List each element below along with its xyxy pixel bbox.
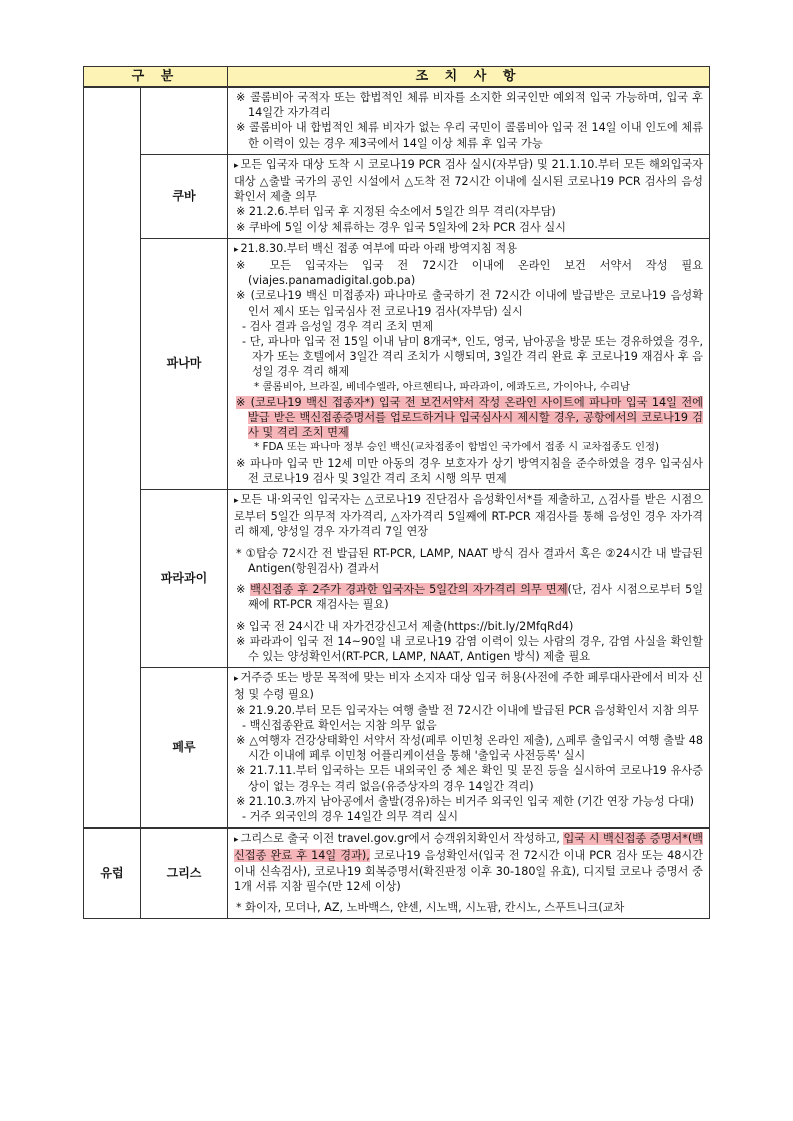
note-line: ※ (코로나19 백신 미접종자) 파나마로 출국하기 전 72시간 이내에 발급받은 코로나19 음성확인서 제시 또는 입국심사 전 코로나19 검사(자부담) 실시 <box>236 289 703 318</box>
note-line: ※ 파나마 입국 만 12세 미만 아동의 경우 보호자가 상기 방역지침을 준수하였을 경우 입국심사 전 코로나19 검사 및 3일간 격리 조치 시행 의무 면제 <box>236 456 703 485</box>
country-cell-colombia <box>141 87 228 154</box>
note-line: ※ 21.7.11.부터 입국하는 모든 내외국인 중 체온 확인 및 문진 등을 실시하여 코로나19 유사증상이 없는 경우는 격리 없음(유증상자의 경우 14일간 격리) <box>236 764 703 793</box>
note-line: ※ 입국 전 24시간 내 자가건강신고서 제출(https://bit.ly/2MfqRd4) <box>236 619 574 633</box>
country-name-greece: 그리스 <box>141 828 228 919</box>
region-name-europe: 유럽 <box>84 828 141 919</box>
dash-line: - 백신접종완료 확인서는 지참 의무 없음 <box>242 718 437 732</box>
measures-cell-greece <box>228 828 710 919</box>
table-row <box>84 828 710 919</box>
note-text: (단, 검사 시점으로부터 5일째에 RT-PCR 재검사는 필요) <box>248 583 704 612</box>
country-name-panama: 파나마 <box>141 238 228 489</box>
table-row <box>84 154 710 238</box>
footnote-line: * ①탑승 72시간 전 발급된 RT-PCR, LAMP, NAAT 방식 검사 결과서 혹은 ②24시간 내 발급된 Antigen(항원검사) 결과서 <box>236 546 703 575</box>
highlighted-text: 백신접종 후 2주가 경과한 입국자는 5일간의 자가격리 의무 면제 <box>250 583 568 597</box>
note-line <box>234 395 703 441</box>
highlighted-text: ※ (코로나19 백신 접종자*) 입국 전 보건서약서 작성 온라인 사이트에 파나마 입국 14일 전에 발급 받은 백신접종증명서를 업로드하거나 입국심사시 제시할 경우, 공항에서의 코로나19 검사 및 격리 조치 면제 <box>236 395 703 440</box>
dash-line: - 거주 외국인의 경우 14일간 의무 격리 실시 <box>242 809 459 823</box>
footnote-line: * 콜롬비아, 브라질, 베네수엘라, 아르헨티나, 파라과이, 에콰도르, 가이아나, 수리남 <box>254 380 630 393</box>
main-line <box>234 831 703 894</box>
text-part: 코로나19 음성확인서(입국 전 72시간 이내 PCR 검사 또는 48시간 이내 신속검사), 코로나19 회복증명서(확진판정 이후 30-180일 유효), 디지털 코로나 증명서 중 1개 서류 지참 필수(만 12세 이상) <box>234 849 703 893</box>
note-line: ※ 파라과이 입국 전 14~90일 내 코로나19 감염 이력이 있는 사람의 경우, 감염 사실을 확인할 수 있는 양성확인서(RT-PCR, LAMP, NAAT, Antigen 방식) 제출 필요 <box>236 634 703 663</box>
text-part: 그리스로 출국 이전 travel.gov.gr에서 승객위치확인서 작성하고, <box>240 832 564 846</box>
highlighted-text: 입국 시 백신접종 증명서*(백신접종 완료 후 14일 경과), <box>234 832 703 863</box>
note-line: ※ 모든 입국자는 입국 전 72시간 이내에 온라인 보건 서약서 작성 필요 (viajes.panamadigital.gob.pa) <box>236 259 703 288</box>
measures-cell-peru <box>228 668 710 829</box>
footnote-line: * FDA 또는 파나마 정부 승인 백신(교차접종이 합법인 국가에서 접종 시 교차접종도 인정) <box>254 441 660 454</box>
note-line: ※ △여행자 건강상태확인 서약서 작성(페루 이민청 온라인 제출), △페루 출입국시 여행 출발 48시간 이내에 페루 이민청 어플리케이션을 통해 '출입국 사전등록' 실시 <box>236 733 703 763</box>
note-line <box>234 582 703 612</box>
measures-cell-panama <box>228 238 710 489</box>
measures-cell-paraguay <box>228 490 710 668</box>
header-measures: 조 치 사 항 <box>228 67 710 88</box>
note-line: ※ 21.9.20.부터 모든 입국자는 여행 출발 전 72시간 이내에 발급된 PCR 음성확인서 지참 의무 <box>236 703 699 717</box>
measures-cell-cuba <box>228 154 710 238</box>
country-name-peru: 페루 <box>141 668 228 829</box>
dash-line: - 검사 결과 음성일 경우 격리 조치 면제 <box>242 319 434 333</box>
measures-table <box>83 66 710 919</box>
main-line: ▸ 모든 내·외국인 입국자는 △코로나19 진단검사 음성확인서*를 제출하고, △검사를 받은 시점으로부터 5일간 의무적 자가격리, △자가격리 5일째에 RT-PCR 재검사를 통해 음성인 경우 자가격리 해제, 양성일 경우 자가격리 7일 연장 <box>234 492 703 540</box>
country-name-cuba: 쿠바 <box>141 154 228 238</box>
table-row <box>84 238 710 489</box>
note-line: ※ 콜롬비아 내 합법적인 체류 비자가 없는 우리 국민이 콜롬비아 입국 전 14일 이내 인도에 체류한 이력이 있는 경우 제3국에서 14일 이상 체류 후 입국 가능 <box>236 121 703 150</box>
main-line: ▸ 21.8.30.부터 백신 접종 여부에 따라 아래 방역지침 적용 <box>234 241 703 258</box>
header-category: 구 분 <box>84 67 228 88</box>
note-line: ※ 콜롬비아 국적자 또는 합법적인 체류 비자를 소지한 외국인만 예외적 입국 가능하며, 입국 후 14일간 자가격리 <box>236 91 703 120</box>
note-mark: ※ <box>236 583 251 597</box>
note-line: ※ 21.2.6.부터 입국 후 지정된 숙소에서 5일간 의무 격리(자부담) <box>236 205 556 219</box>
main-line: ▸ 모든 입국자 대상 도착 시 코로나19 PCR 검사 실시(자부담) 및 21.1.10.부터 모든 해외입국자 대상 △출발 국가의 공인 시설에서 △도착 전 72시간 이내에 실시된 코로나19 PCR 검사의 음성확인서 제출 의무 <box>234 157 703 205</box>
table-row <box>84 668 710 829</box>
region-cell-americas <box>84 87 141 828</box>
dash-line: - 단, 파나마 입국 전 15일 이내 남미 8개국*, 인도, 영국, 남아공을 방문 또는 경유하였을 경우, 자가 또는 호텔에서 3일간 격리 조치가 시행되며, 3일간 격리 완료 후 코로나19 재검사 후 음성일 경우 격리 해제 <box>242 335 703 379</box>
country-name-paraguay: 파라과이 <box>141 490 228 668</box>
table-row <box>84 87 710 154</box>
table-row <box>84 490 710 668</box>
note-line: ※ 21.10.3.까지 남아공에서 출발(경유)하는 비거주 외국인 입국 제한 (기간 연장 가능성 다대) <box>236 794 695 808</box>
measures-cell-colombia <box>228 87 710 154</box>
footnote-line: * 화이자, 모더나, AZ, 노바백스, 얀센, 시노백, 시노팜, 칸시노, 스푸트니크(교차 <box>236 900 625 914</box>
main-line: ▸ 거주증 또는 방문 목적에 맞는 비자 소지자 대상 입국 허용(사전에 주한 페루대사관에서 비자 신청 및 수령 필요) <box>234 670 703 702</box>
table-header <box>84 67 710 88</box>
note-line: ※ 쿠바에 5일 이상 체류하는 경우 입국 5일차에 2차 PCR 검사 실시 <box>236 220 566 234</box>
